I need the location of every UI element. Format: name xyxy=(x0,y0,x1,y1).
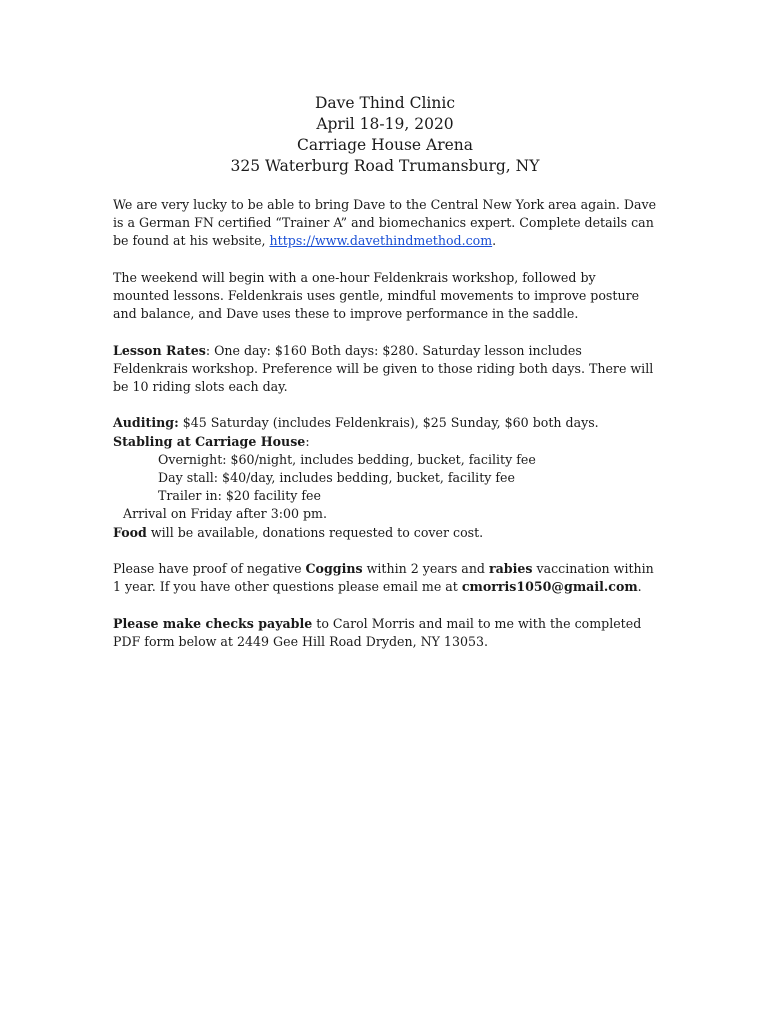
auditing-line xyxy=(113,415,599,430)
contact-email: cmorris1050@gmail.com xyxy=(461,579,638,595)
proof-line-2-end: . xyxy=(637,579,642,595)
lesson-rates-label: Lesson Rates xyxy=(113,342,206,358)
intro-line-1: We are very lucky to be able to bring Dave to the Central New York area again. Dave xyxy=(113,197,657,212)
intro-line-3-end: . xyxy=(492,233,497,249)
lesson-line-1 xyxy=(113,343,582,358)
proof-paragraph xyxy=(113,560,663,596)
weekend-line-1: The weekend will begin with a one-hour Feldenkrais workshop, followed by xyxy=(113,269,596,285)
auditing-text: $45 Saturday (includes Feldenkrais), $25 Sunday, $60 both days. xyxy=(178,415,599,431)
intro-line-3 xyxy=(113,233,496,248)
checks-paragraph xyxy=(113,615,663,651)
food-line xyxy=(113,525,483,540)
proof-line-2-text: 1 year. If you have other questions please email me at xyxy=(113,579,462,595)
weekend-line-3: and balance, and Dave uses these to improve performance in the saddle. xyxy=(113,306,579,322)
intro-line-2: is a German FN certified “Trainer A” and biomechanics expert. Complete details can xyxy=(113,215,654,231)
clinic-address: 325 Waterburg Road Trumansburg, NY xyxy=(230,157,540,175)
stabling-colon: : xyxy=(305,433,310,449)
proof-line-1 xyxy=(113,561,654,576)
clinic-title: Dave Thind Clinic xyxy=(314,94,456,112)
proof-pre: Please have proof of negative xyxy=(113,561,306,576)
proof-line-2 xyxy=(113,579,642,594)
auditing-label: Auditing: xyxy=(113,415,179,431)
proof-mid: within 2 years and xyxy=(362,561,489,576)
lesson-line-1-text: : One day: $160 Both days: $280. Saturday lesson includes xyxy=(205,342,582,358)
stabling-line xyxy=(113,434,310,449)
rabies-label: rabies xyxy=(489,561,533,576)
weekend-paragraph xyxy=(113,269,663,324)
stabling-overnight: Overnight: $60/night, includes bedding, bucket, facility fee xyxy=(158,451,536,467)
checks-line-1 xyxy=(113,616,641,631)
website-link[interactable]: https://www.davethindmethod.com xyxy=(269,233,493,249)
checks-line-2: PDF form below at 2449 Gee Hill Road Dryden, NY 13053. xyxy=(113,633,488,649)
intro-line-3-text: be found at his website, xyxy=(113,233,270,249)
stabling-day-stall: Day stall: $40/day, includes bedding, bucket, facility fee xyxy=(158,470,515,485)
lesson-line-3: be 10 riding slots each day. xyxy=(113,379,288,394)
stabling-trailer-in: Trailer in: $20 facility fee xyxy=(158,488,321,504)
proof-post: vaccination within xyxy=(532,561,654,576)
clinic-header xyxy=(0,93,770,177)
weekend-line-2: mounted lessons. Feldenkrais uses gentle, mindful movements to improve posture xyxy=(113,288,640,303)
checks-text: to Carol Morris and mail to me with the completed xyxy=(312,615,642,631)
food-label: Food xyxy=(113,524,147,540)
stabling-label: Stabling at Carriage House xyxy=(113,433,306,449)
intro-paragraph xyxy=(113,196,663,251)
lesson-line-2: Feldenkrais workshop. Preference will be given to those riding both days. There will xyxy=(113,360,654,376)
clinic-venue: Carriage House Arena xyxy=(296,136,474,154)
checks-label: Please make checks payable xyxy=(113,615,313,631)
lesson-rates-paragraph xyxy=(113,342,663,397)
arrival-line: Arrival on Friday after 3:00 pm. xyxy=(123,506,327,522)
fees-paragraph xyxy=(113,414,663,541)
coggins-label: Coggins xyxy=(305,561,363,576)
clinic-dates: April 18-19, 2020 xyxy=(316,115,454,133)
food-text: will be available, donations requested to cover cost. xyxy=(146,524,484,540)
document-body xyxy=(113,196,663,651)
